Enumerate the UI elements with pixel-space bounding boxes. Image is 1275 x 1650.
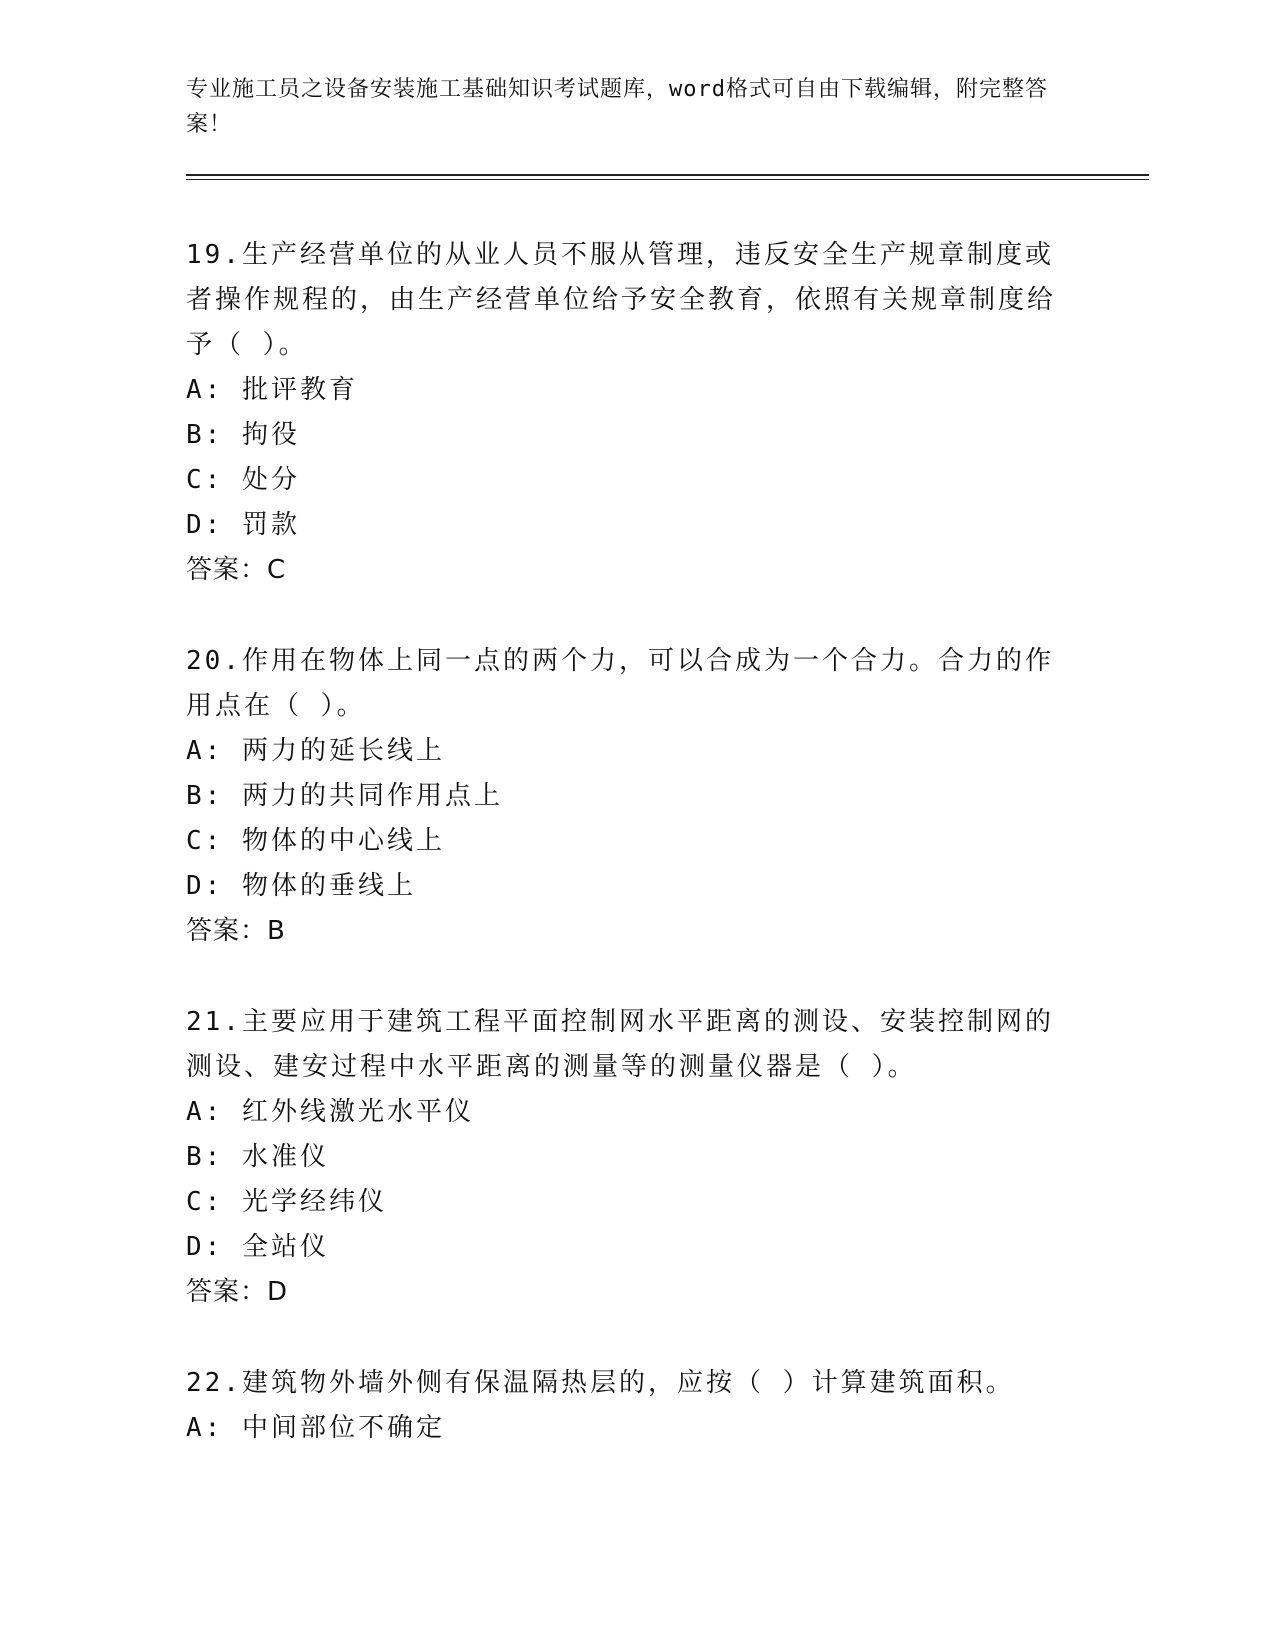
question-stem: 21.主要应用于建筑工程平面控制网水平距离的测设、安装控制网的测设、建安过程中水平距离的测量等的测量仪器是（ ）。 [186,1007,1054,1082]
answer-line: 答案：C [186,555,287,585]
option-a: A: 两力的延长线上 [186,736,445,766]
question-stem: 20.作用在物体上同一点的两个力，可以合成为一个合力。合力的作用点在（ ）。 [186,646,1054,721]
document-header: 专业施工员之设备安装施工基础知识考试题库，word格式可自由下载编辑，附完整答案！ [186,77,1048,137]
question-22 [186,1361,1071,1451]
option-d: D: 全站仪 [186,1232,329,1262]
option-d: D: 罚款 [186,510,300,540]
question-20 [186,639,1071,954]
option-c: C: 物体的中心线上 [186,826,445,856]
question-stem: 22.建筑物外墙外侧有保温隔热层的，应按（ ）计算建筑面积。 [186,1368,1015,1398]
header-divider-thin [186,179,1149,180]
option-c: C: 处分 [186,465,300,495]
question-list [186,233,1071,1497]
option-d: D: 物体的垂线上 [186,871,416,901]
option-b: B: 水准仪 [186,1142,329,1172]
answer-line: 答案：D [186,1277,289,1307]
answer-line: 答案：B [186,916,286,946]
question-19 [186,233,1071,593]
question-21 [186,1000,1071,1315]
option-b: B: 两力的共同作用点上 [186,781,503,811]
option-c: C: 光学经纬仪 [186,1187,387,1217]
option-a: A: 红外线激光水平仪 [186,1097,474,1127]
question-stem: 19.生产经营单位的从业人员不服从管理，违反安全生产规章制度或者操作规程的，由生产经营单位给予安全教育，依照有关规章制度给予（ ）。 [186,240,1057,360]
header-divider [186,174,1149,176]
option-a: A: 中间部位不确定 [186,1413,445,1443]
option-a: A: 批评教育 [186,375,358,405]
option-b: B: 拘役 [186,420,300,450]
